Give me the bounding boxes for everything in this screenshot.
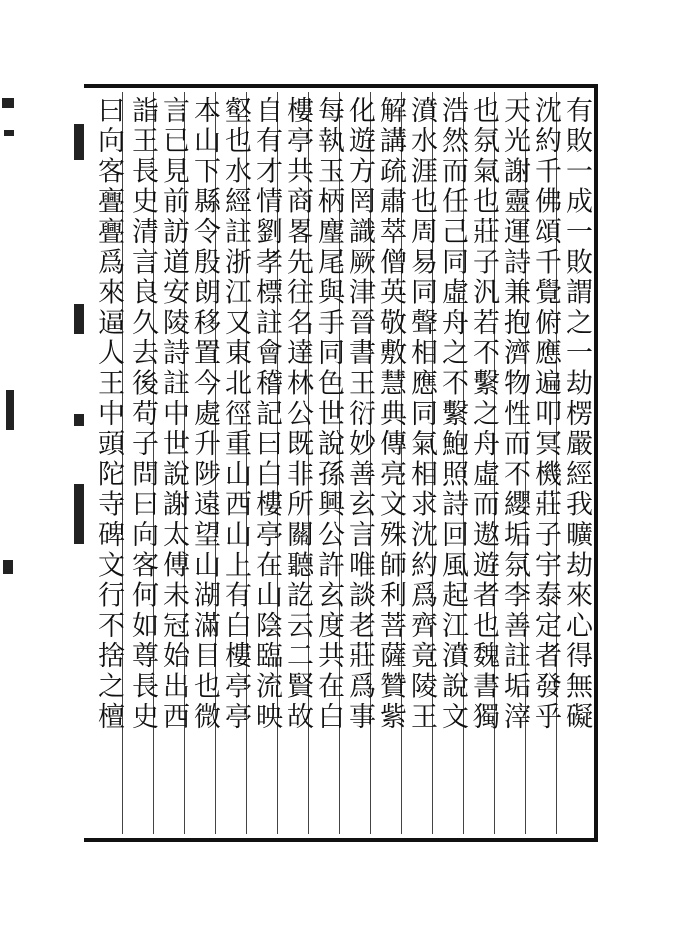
text-column-10: 樓亭共商畧先往名達林公既非所關聽訖云二賢故 (282, 96, 313, 733)
text-column-4: 也氛氣也莊子汎若不繫之舟虛而遨遊者也魏書獨 (468, 96, 499, 733)
top-border (84, 84, 598, 88)
bottom-border (84, 838, 598, 842)
text-column-6: 濆水涯也周易同聲相應同氣相求沈約爲齊竟陵王 (406, 96, 437, 733)
text-column-14: 言已見前訪道安陵詩註中世說謝太傅未冠始出西 (158, 96, 189, 733)
text-column-9: 每執玉柄麈尾與手同色世說孫興公許玄度共在白 (313, 96, 344, 733)
text-column-12: 壑也水經註浙江又東北徑重山西山上有白樓亭亭 (220, 96, 251, 733)
text-column-3: 天光謝靈運詩兼抱濟物性而不纓垢氛李善註垢滓 (499, 96, 530, 733)
text-column-1: 有敗一成一敗謂之一劫楞嚴經我曠劫來心得無礙 (561, 96, 592, 733)
text-column-15: 詣王長史清言良久去後苟子問曰向客何如尊長史 (127, 96, 158, 733)
text-column-2: 沈約千佛頌千覺俯應遍叩冥機莊子宇泰定者發乎 (530, 96, 561, 733)
left-margin-marks (74, 84, 86, 842)
text-column-13: 本山下縣令殷朗移置今處升陟遠望山湖滿目也微 (189, 96, 220, 733)
text-column-16: 曰向客亹亹爲來逼人王中頭陀寺碑文行不捨之檀 (93, 96, 124, 733)
text-column-5: 浩然而任己同虛舟之不繫鮑照詩回風起江濆說文 (437, 96, 468, 733)
text-column-11: 自有才情劉孝標註會稽記曰白樓亭在山陰臨流映 (251, 96, 282, 733)
text-column-7: 解講疏肅萃僧英敬敷慧典傳亮文殊師利菩薩贊紫 (375, 96, 406, 733)
text-column-8: 化遊方罔識厥津晉書王衍妙善玄言唯談老莊爲事 (344, 96, 375, 733)
torn-edge-fragments (0, 90, 18, 610)
